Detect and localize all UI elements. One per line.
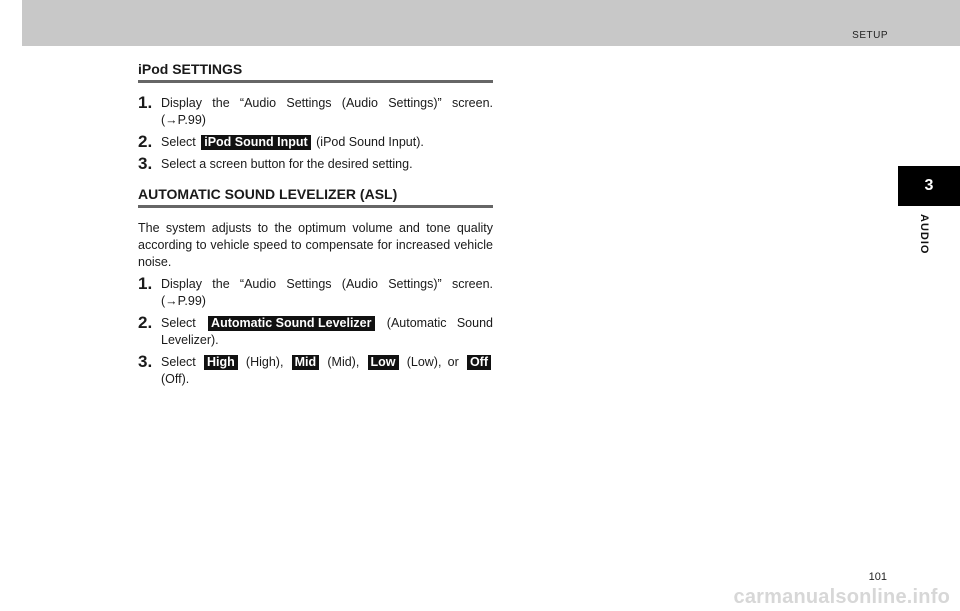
step-number: 1. xyxy=(138,93,153,112)
chapter-number-tab: 3 xyxy=(898,166,960,206)
step-number: 2. xyxy=(138,313,153,332)
section-header-label: SETUP xyxy=(852,30,888,41)
step-text: Display the “Audio Settings (Audio Settings)” screen. (→P.99) xyxy=(161,277,493,308)
step-text-before: Select xyxy=(161,135,200,149)
high-button: High xyxy=(204,355,238,370)
mid-label: (Mid), xyxy=(321,355,366,369)
ipod-step-3 xyxy=(138,156,493,173)
step-text xyxy=(161,315,493,349)
page-content xyxy=(138,60,493,388)
automatic-sound-levelizer-button: Automatic Sound Levelizer xyxy=(208,316,374,331)
chapter-title: AUDIO xyxy=(918,214,930,255)
step-text: Select a screen button for the desired setting. xyxy=(161,157,413,171)
step-number: 1. xyxy=(138,274,153,293)
step-number: 3. xyxy=(138,352,153,371)
step-text-after: (iPod Sound Input). xyxy=(312,135,424,149)
watermark: carmanualsonline.info xyxy=(733,586,950,608)
step-text-before: Select xyxy=(161,316,207,330)
high-label: (High), xyxy=(239,355,290,369)
asl-step-2 xyxy=(138,315,493,349)
step-text xyxy=(161,354,493,388)
asl-heading: AUTOMATIC SOUND LEVELIZER (ASL) xyxy=(138,185,493,208)
mid-button: Mid xyxy=(292,355,320,370)
asl-step-1 xyxy=(138,276,493,310)
header-band xyxy=(22,0,960,46)
step-text-before: Select xyxy=(161,355,202,369)
asl-step-3 xyxy=(138,354,493,388)
asl-intro: The system adjusts to the optimum volume and tone quality according to vehicle speed to compensate for increased vehicle noise. xyxy=(138,221,493,269)
step-text: Display the “Audio Settings (Audio Settings)” screen. (→P.99) xyxy=(161,96,493,127)
asl-steps xyxy=(138,276,493,388)
ipod-step-2 xyxy=(138,134,493,151)
page-number: 101 xyxy=(868,571,887,583)
step-text xyxy=(161,134,493,151)
low-label: (Low), or xyxy=(400,355,465,369)
off-label: (Off). xyxy=(161,372,190,386)
step-number: 3. xyxy=(138,154,153,173)
low-button: Low xyxy=(368,355,399,370)
off-button: Off xyxy=(467,355,491,370)
step-number: 2. xyxy=(138,132,153,151)
step-text-after: (Automatic Sound Levelizer). xyxy=(161,316,493,347)
ipod-step-1 xyxy=(138,95,493,129)
ipod-steps xyxy=(138,95,493,173)
ipod-sound-input-button: iPod Sound Input xyxy=(201,135,310,150)
ipod-settings-heading: iPod SETTINGS xyxy=(138,60,493,83)
